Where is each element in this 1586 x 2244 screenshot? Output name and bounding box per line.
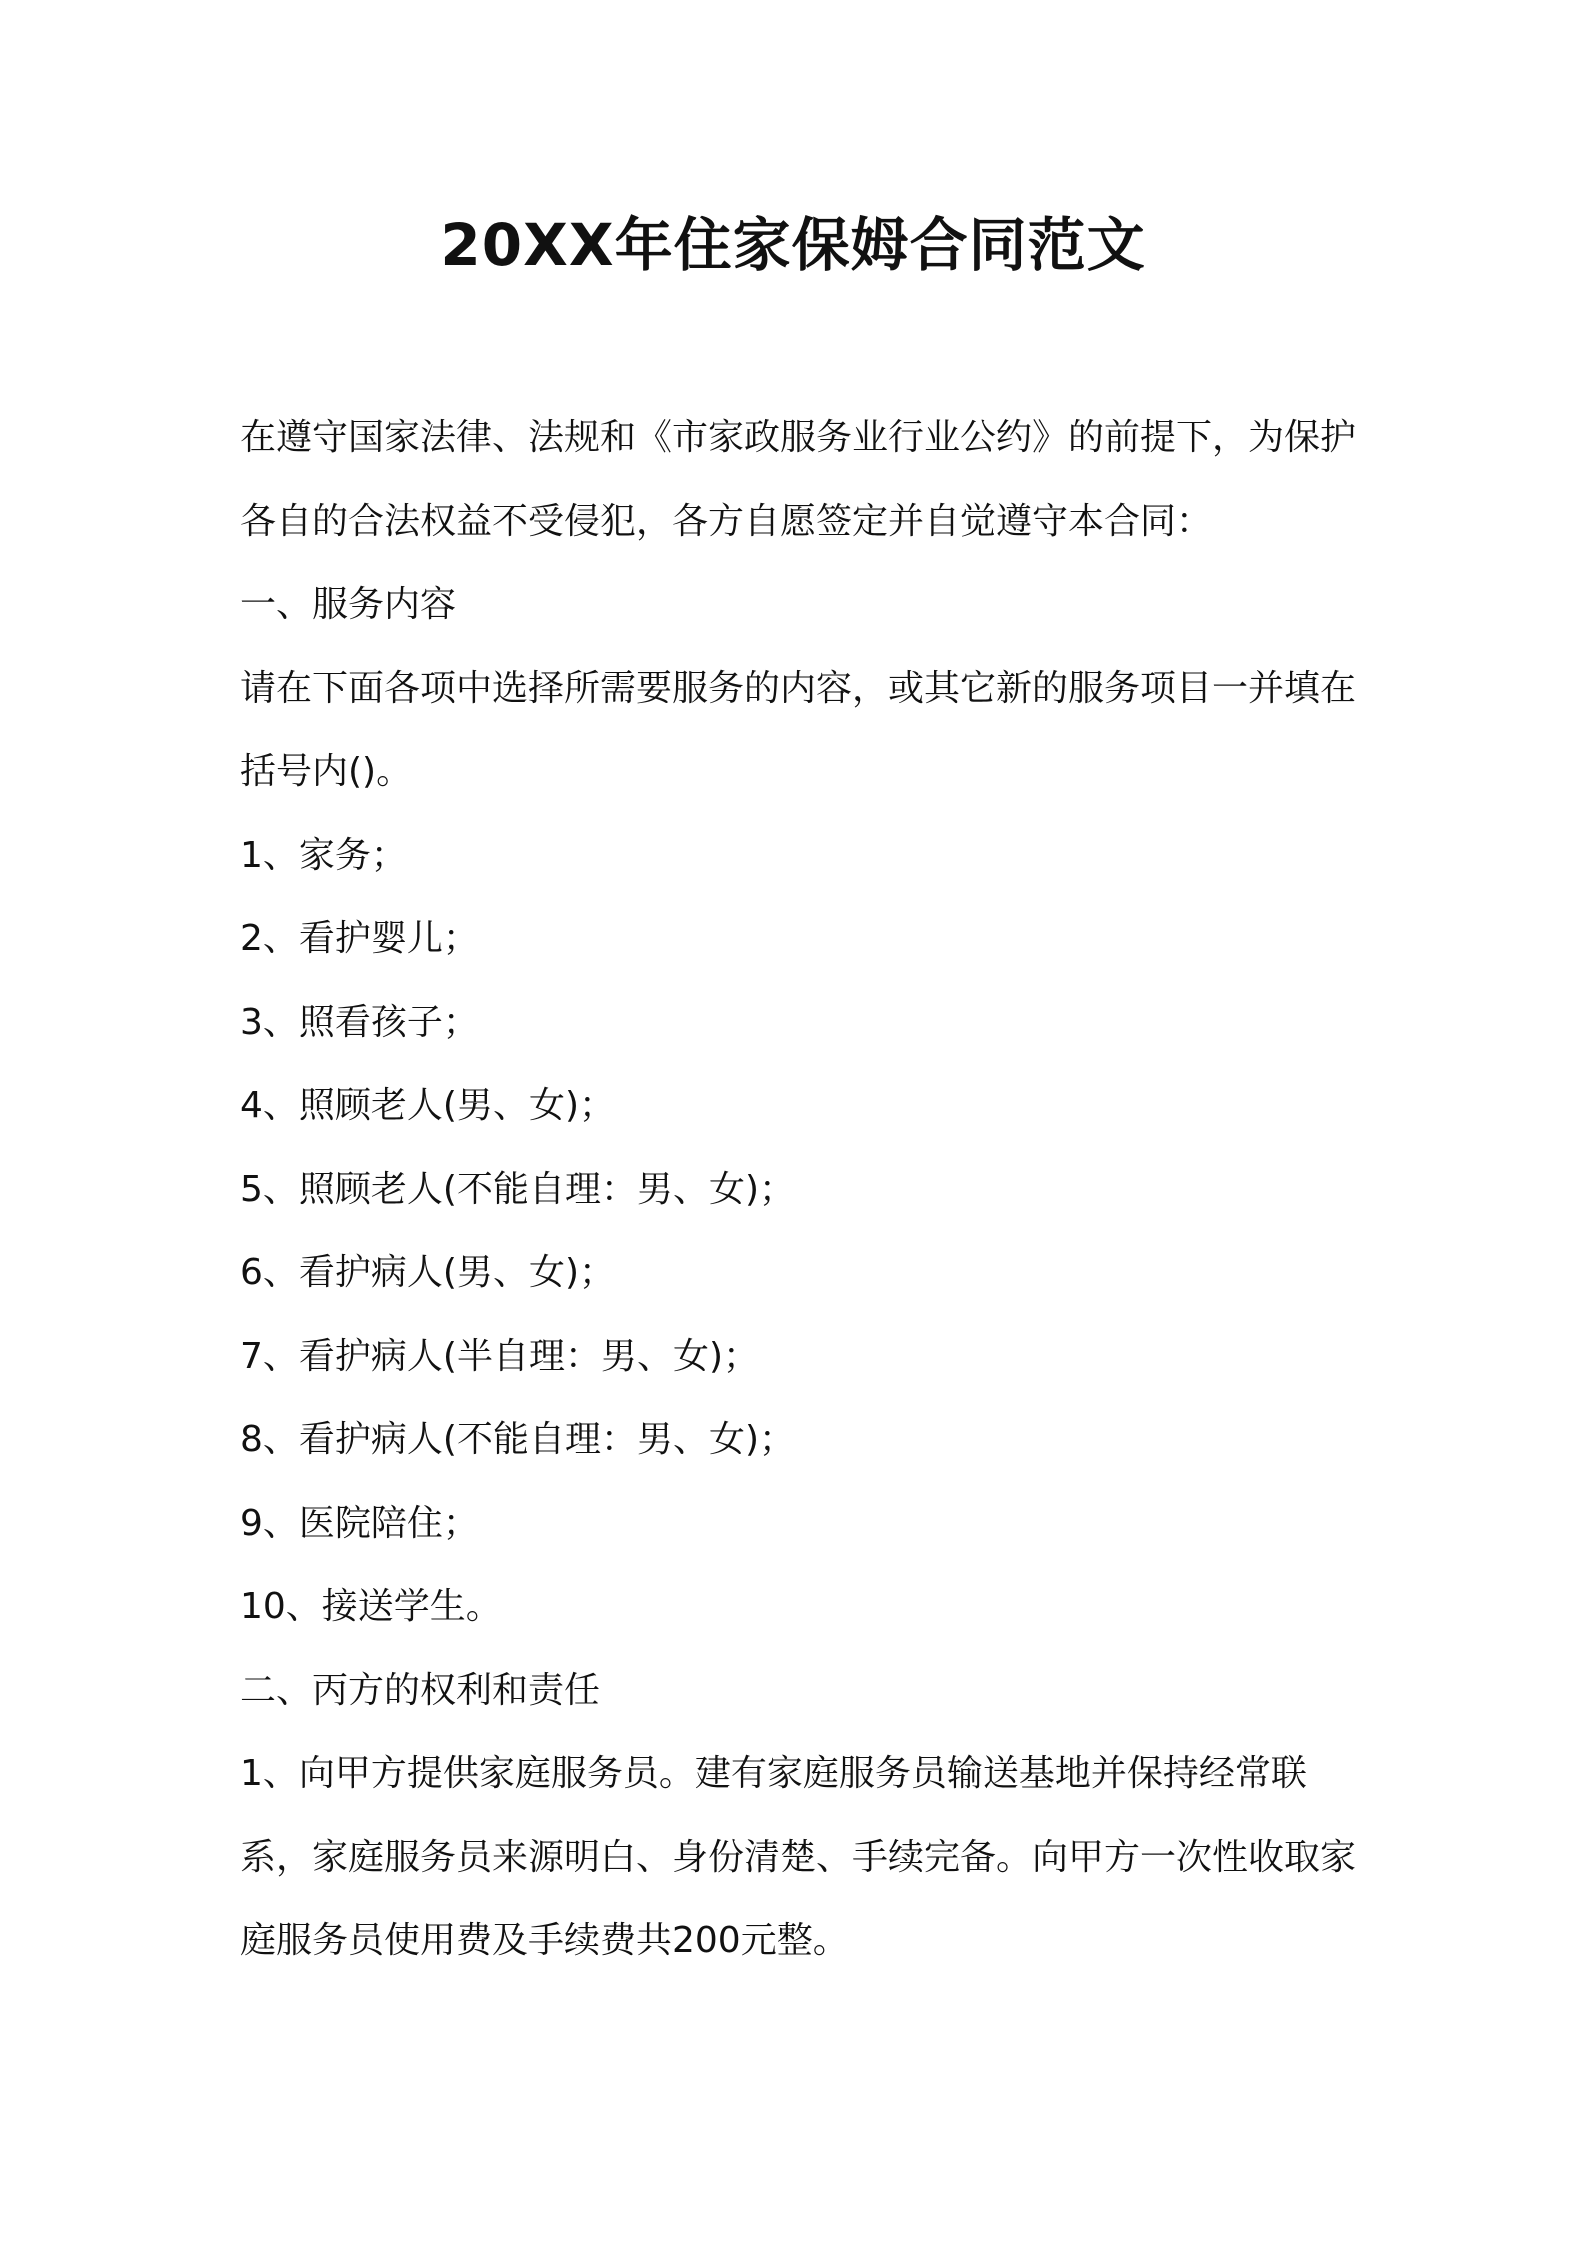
section-heading-party-c-rights: 二、丙方的权利和责任 [240, 1669, 601, 1711]
document-title: 20XX年住家保姆合同范文 [440, 211, 1146, 279]
list-item: 5、照顾老人(不能自理：男、女)； [240, 1168, 795, 1210]
document-body [240, 396, 1360, 1983]
list-item: 1、家务； [240, 834, 407, 876]
section-heading-service-content: 一、服务内容 [240, 584, 457, 625]
list-item: 7、看护病人(半自理：男、女)； [240, 1335, 759, 1377]
list-item: 4、照顾老人(男、女)； [240, 1085, 615, 1126]
list-item: 6、看护病人(男、女)； [240, 1252, 615, 1293]
party-c-rights-paragraph: 1、向甲方提供家庭服务员。建有家庭服务员输送基地并保持经常联系，家庭服务员来源明白、身份清楚、手续完备。向甲方一次性收取家庭服务员使用费及手续费共200元整。 [240, 1753, 1357, 1961]
list-item: 9、医院陪住； [240, 1502, 479, 1544]
list-item: 3、照看孩子； [240, 1001, 479, 1043]
intro-paragraph: 在遵守国家法律、法规和《市家政服务业行业公约》的前提下，为保护各自的合法权益不受侵犯，各方自愿签定并自觉遵守本合同： [240, 417, 1357, 542]
list-item: 8、看护病人(不能自理：男、女)； [240, 1419, 795, 1460]
service-items-list [240, 814, 1360, 1649]
list-item: 10、接送学生。 [240, 1586, 502, 1627]
service-instruction-paragraph: 请在下面各项中选择所需要服务的内容，或其它新的服务项目一并填在括号内()。 [240, 667, 1357, 792]
list-item: 2、看护婴儿； [240, 918, 479, 959]
